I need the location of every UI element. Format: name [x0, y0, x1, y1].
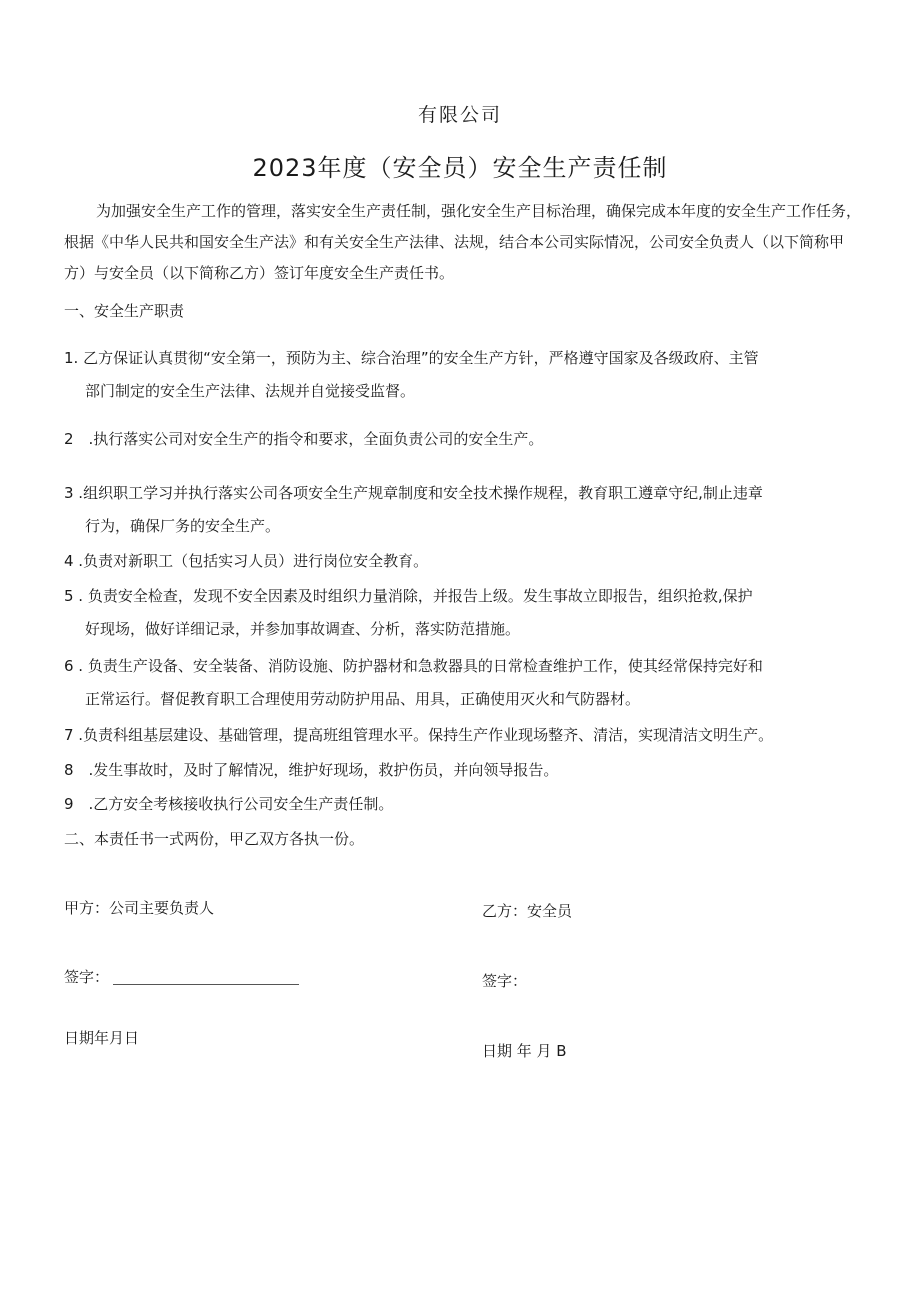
- duty-item-text: 2 .执行落实公司对安全生产的指令和要求，全面负责公司的安全生产。: [64, 430, 544, 448]
- duty-item-3: [64, 477, 864, 543]
- duty-item-9: [64, 788, 864, 821]
- duty-item-text: 1. 乙方保证认真贯彻“安全第一，预防为主、综合治理”的安全生产方针，严格遵守国家及各级政府、主管: [64, 349, 759, 367]
- signature-line[interactable]: [113, 970, 299, 985]
- party-b-signature: [482, 966, 527, 996]
- section-2-heading: 二、本责任书一式两份，甲乙双方各执一份。: [64, 830, 365, 848]
- duty-item-continuation: 行为，确保厂务的安全生产。: [85, 517, 281, 535]
- duty-item-1: [64, 342, 864, 408]
- duty-item-text: 9 .乙方安全考核接收执行公司安全生产责任制。: [64, 795, 394, 813]
- duty-item-text: 4 .负责对新职工（包括实习人员）进行岗位安全教育。: [64, 552, 429, 570]
- party-a-date: 日期年月日: [64, 1029, 140, 1047]
- party-a-label: 甲方：公司主要负责人: [64, 899, 215, 917]
- duty-item-4: [64, 545, 864, 578]
- duty-item-continuation: 正常运行。督促教育职工合理使用劳动防护用品、用具，正确使用灭火和气防器材。: [85, 690, 641, 708]
- duty-item-text: 7 .负责科组基层建设、基础管理，提高班组管理水平。保持生产作业现场整齐、清洁，实现清洁文明生产。: [64, 726, 774, 744]
- duty-item-text: 8 .发生事故时，及时了解情况，维护好现场，救护伤员，并向领导报告。: [64, 761, 559, 779]
- party-b-date: 日期 年 月 B: [482, 1042, 567, 1060]
- duty-item-2: [64, 423, 864, 456]
- duty-item-text: 5 . 负责安全检查，发现不安全因素及时组织力量消除，并报告上级。发生事故立即报告，组织抢救,保护: [64, 587, 753, 605]
- party-a-signature: [64, 962, 299, 992]
- party-b-sign-label: 签字：: [482, 972, 528, 990]
- duty-item-5: [64, 580, 864, 646]
- section-1-heading: 一、安全生产职责: [64, 302, 185, 320]
- intro-paragraph: 为加强安全生产工作的管理，落实安全生产责任制，强化安全生产目标治理，确保完成本年度的安全生产工作任务，根据《中华人民共和国安全生产法》和有关安全生产法律、法规，结合本公司实际情况，公司安全负责人（以下简称甲方）与安全员（以下简称乙方）签订年度安全生产责任书。: [64, 202, 862, 282]
- company-name: 有限公司: [417, 104, 502, 126]
- duty-item-8: [64, 754, 864, 787]
- party-b-label: 乙方：安全员: [482, 902, 573, 920]
- duty-item-text: 6 . 负责生产设备、安全装备、消防设施、防护器材和急救器具的日常检查维护工作，使其经常保持完好和: [64, 657, 763, 675]
- duty-item-7: [64, 719, 864, 752]
- duty-item-continuation: 部门制定的安全生产法律、法规并自觉接受监督。: [85, 382, 416, 400]
- document-title: 2023年度（安全员）安全生产责任制: [252, 154, 668, 182]
- duty-item-text: 3 .组织职工学习并执行落实公司各项安全生产规章制度和安全技术操作规程，教育职工遵章守纪,制止违章: [64, 484, 763, 502]
- party-a-sign-label: 签字：: [64, 968, 110, 986]
- duty-item-continuation: 好现场，做好详细记录，并参加事故调查、分析，落实防范措施。: [85, 620, 521, 638]
- duty-item-6: [64, 650, 864, 716]
